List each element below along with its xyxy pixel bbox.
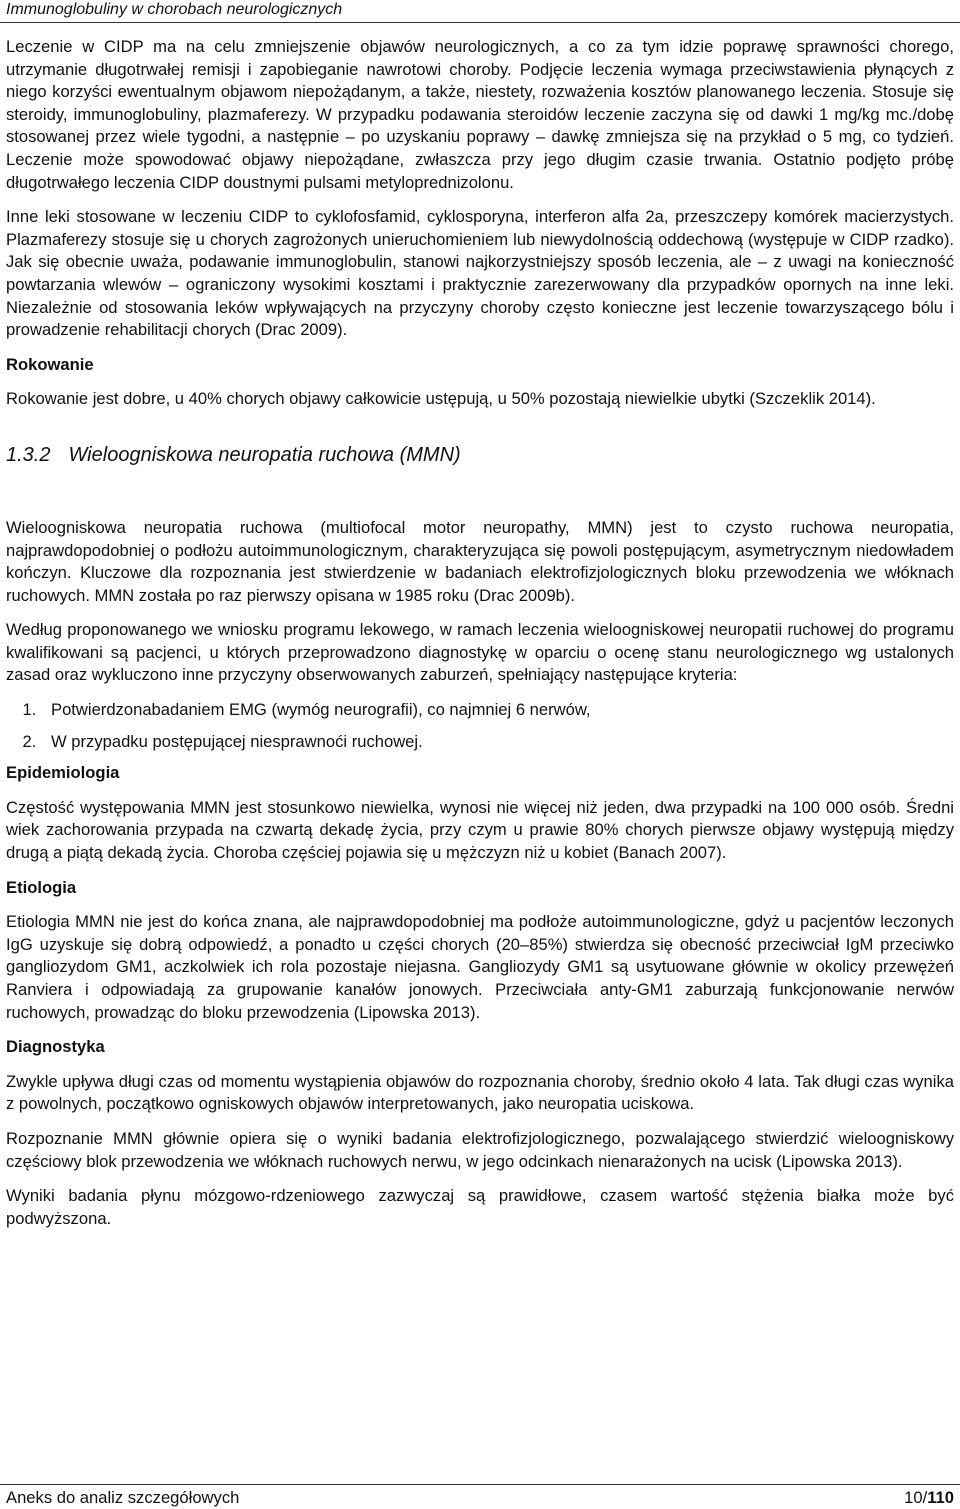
section-title: Wieloogniskowa neuropatia ruchowa (MMN) bbox=[68, 443, 461, 466]
footer-document-name: Aneks do analiz szczegółowych bbox=[6, 1488, 240, 1507]
paragraph-program-criteria: Według proponowanego we wniosku programu lekowego, w ramach leczenia wieloogniskowej neuropatii ruchowej do programu kwalifikowani są pacjenci, u których przeprowadzono diagnostykę w oparciu o ocenę stanu neurologicznego wg ustalonych zasad oraz wykluczono inne przyczyny obserwowanych zaburzeń, spełniający następujące kryteria: bbox=[6, 620, 954, 685]
paragraph-diagnosis-delay: Zwykle upływa długi czas od momentu wystąpienia objawów do rozpoznania choroby, średnio około 4 lata. Tak długi czas wynika z powolnych, początkowo ogniskowych objawów interpretowanych, jako neuropatia uciskowa. bbox=[6, 1071, 954, 1114]
running-header: Immunoglobuliny w chorobach neurologicznych bbox=[6, 1, 343, 18]
paragraph-mmn-definition: Wieloogniskowa neuropatia ruchowa (multiofocal motor neuropathy, MMN) jest to czysto ruchowa neuropatia, najprawdopodobniej o podłożu autoimmunologicznym, charakteryzująca się powoli postępującym, asymetrycznym niedowładem kończyn. Kluczowe dla rozpoznania jest stwierdzenie w badaniach elektrofizjologicznych bloku przewodzenia we włóknach ruchowych. MMN została po raz pierwszy opisana w 1985 roku (Drac 2009b). bbox=[6, 517, 954, 605]
paragraph-csf-results: Wyniki badania płynu mózgowo-rdzeniowego zazwyczaj są prawidłowe, czasem wartość stężenia białka może być podwyższona. bbox=[6, 1186, 954, 1228]
heading-diagnostyka: Diagnostyka bbox=[6, 1037, 105, 1057]
footer-rule bbox=[0, 1484, 960, 1485]
criteria-item: 2. W przypadku postępującej niesprawnoći ruchowej. bbox=[41, 731, 954, 754]
criteria-list bbox=[6, 699, 954, 753]
page-content bbox=[6, 36, 954, 1230]
heading-etiologia: Etiologia bbox=[6, 877, 77, 897]
paragraph-diagnosis-electro: Rozpoznanie MMN głównie opiera się o wyniki badania elektrofizjologicznego, pozwalającego stwierdzić wieloogniskowy częściowy blok przewodzenia we włóknach ruchowych nerwu, w jego odcinkach nienarażonych na ucisk (Lipowska 2013). bbox=[6, 1128, 954, 1171]
page-number bbox=[904, 1488, 954, 1508]
paragraph-cidp-treatment: Leczenie w CIDP ma na celu zmniejszenie objawów neurologicznych, a co za tym idzie poprawę sprawności chorego, utrzymanie długotrwałej remisji i zapobieganie nawrotowi choroby. Podjęcie leczenia wymaga przeciwstawienia płynących z niego korzyści ewentualnym objawom niepożądanym, a także, niestety, rozważenia kosztów planowanego leczenia. Stosuje się steroidy, immunoglobuliny, plazmaferezy. W przypadku podawania steroidów leczenie zaczyna się od dawki 1 mg/kg mc./dobę stosowanej przez wiele tygodni, a następnie – po uzyskaniu poprawy – dawkę zmniejsza się na przykład o 5 mg, co tydzień. Leczenie może spowodować objawy niepożądane, zwłaszcza przy jego długim czasie trwania. Ostatnio podjęto próbę długotrwałego leczenia CIDP doustnymi pulsami metyloprednizolonu. bbox=[6, 37, 954, 192]
criteria-item: 1. Potwierdzonabadaniem EMG (wymóg neurografii), co najmniej 6 nerwów, bbox=[41, 699, 954, 722]
header-rule bbox=[0, 22, 960, 23]
heading-rokowanie: Rokowanie bbox=[6, 354, 94, 374]
heading-epidemiologia: Epidemiologia bbox=[6, 763, 120, 783]
page-total: 110 bbox=[927, 1488, 954, 1507]
section-number: 1.3.2 bbox=[6, 443, 51, 466]
paragraph-other-drugs: Inne leki stosowane w leczeniu CIDP to cyklofosfamid, cyklosporyna, interferon alfa 2a, przeszczepy komórek macierzystych. Plazmaferezy stosuje się u chorych zagrożonych unieruchomieniem lub niewydolnością oddechową (występuje w CIDP rzadko). Jak się obecnie uważa, podawanie immunoglobulin, stanowi najkorzystniejszy sposób leczenia, ale – z uwagi na konieczność powtarzania wlewów – ograniczony wysokimi kosztami i praktycznie zarezerwowany dla przypadków opornych na inne leki. Niezależnie od stosowania leków wpływających na przyczyny choroby często konieczne jest leczenie towarzyszącego bólu i prowadzenie rehabilitacji chorych (Drac 2009). bbox=[6, 207, 954, 340]
section-heading-mmn bbox=[6, 441, 954, 469]
page-current: 10/ bbox=[904, 1488, 928, 1507]
paragraph-etiology: Etiologia MMN nie jest do końca znana, ale najprawdopodobniej ma podłoże autoimmunologiczne, gdyż u pacjentów leczonych IgG uzyskuje się dobrą odpowiedź, a ponadto u części chorych (20–85%) stwierdza się obecność przeciwciał IgM przeciwko gangliozydom GM1, aczkolwiek ich rola pozostaje niejasna. Gangliozydy GM1 są usytuowane głównie w okolicy przewężeń Ranviera i odpowiadają za grupowanie kanałów jonowych. Przeciwciała anty-GM1 zaburzają funkcjonowanie nerwów ruchowych, prowadząc do bloku przewodzenia (Lipowska 2013). bbox=[6, 912, 954, 1022]
paragraph-epidemiology: Częstość występowania MMN jest stosunkowo niewielka, wynosi nie więcej niż jeden, dwa przypadki na 100 000 osób. Średni wiek zachorowania przypada na czwartą dekadę życia, przy czym u prawie 80% chorych pierwsze objawy występują między drugą a piątą dekadą życia. Choroba częściej pojawia się u mężczyzn niż u kobiet (Banach 2007). bbox=[6, 797, 954, 863]
paragraph-prognosis: Rokowanie jest dobre, u 40% chorych objawy całkowicie ustępują, u 50% pozostają niewielkie ubytki (Szczeklik 2014). bbox=[6, 389, 876, 409]
